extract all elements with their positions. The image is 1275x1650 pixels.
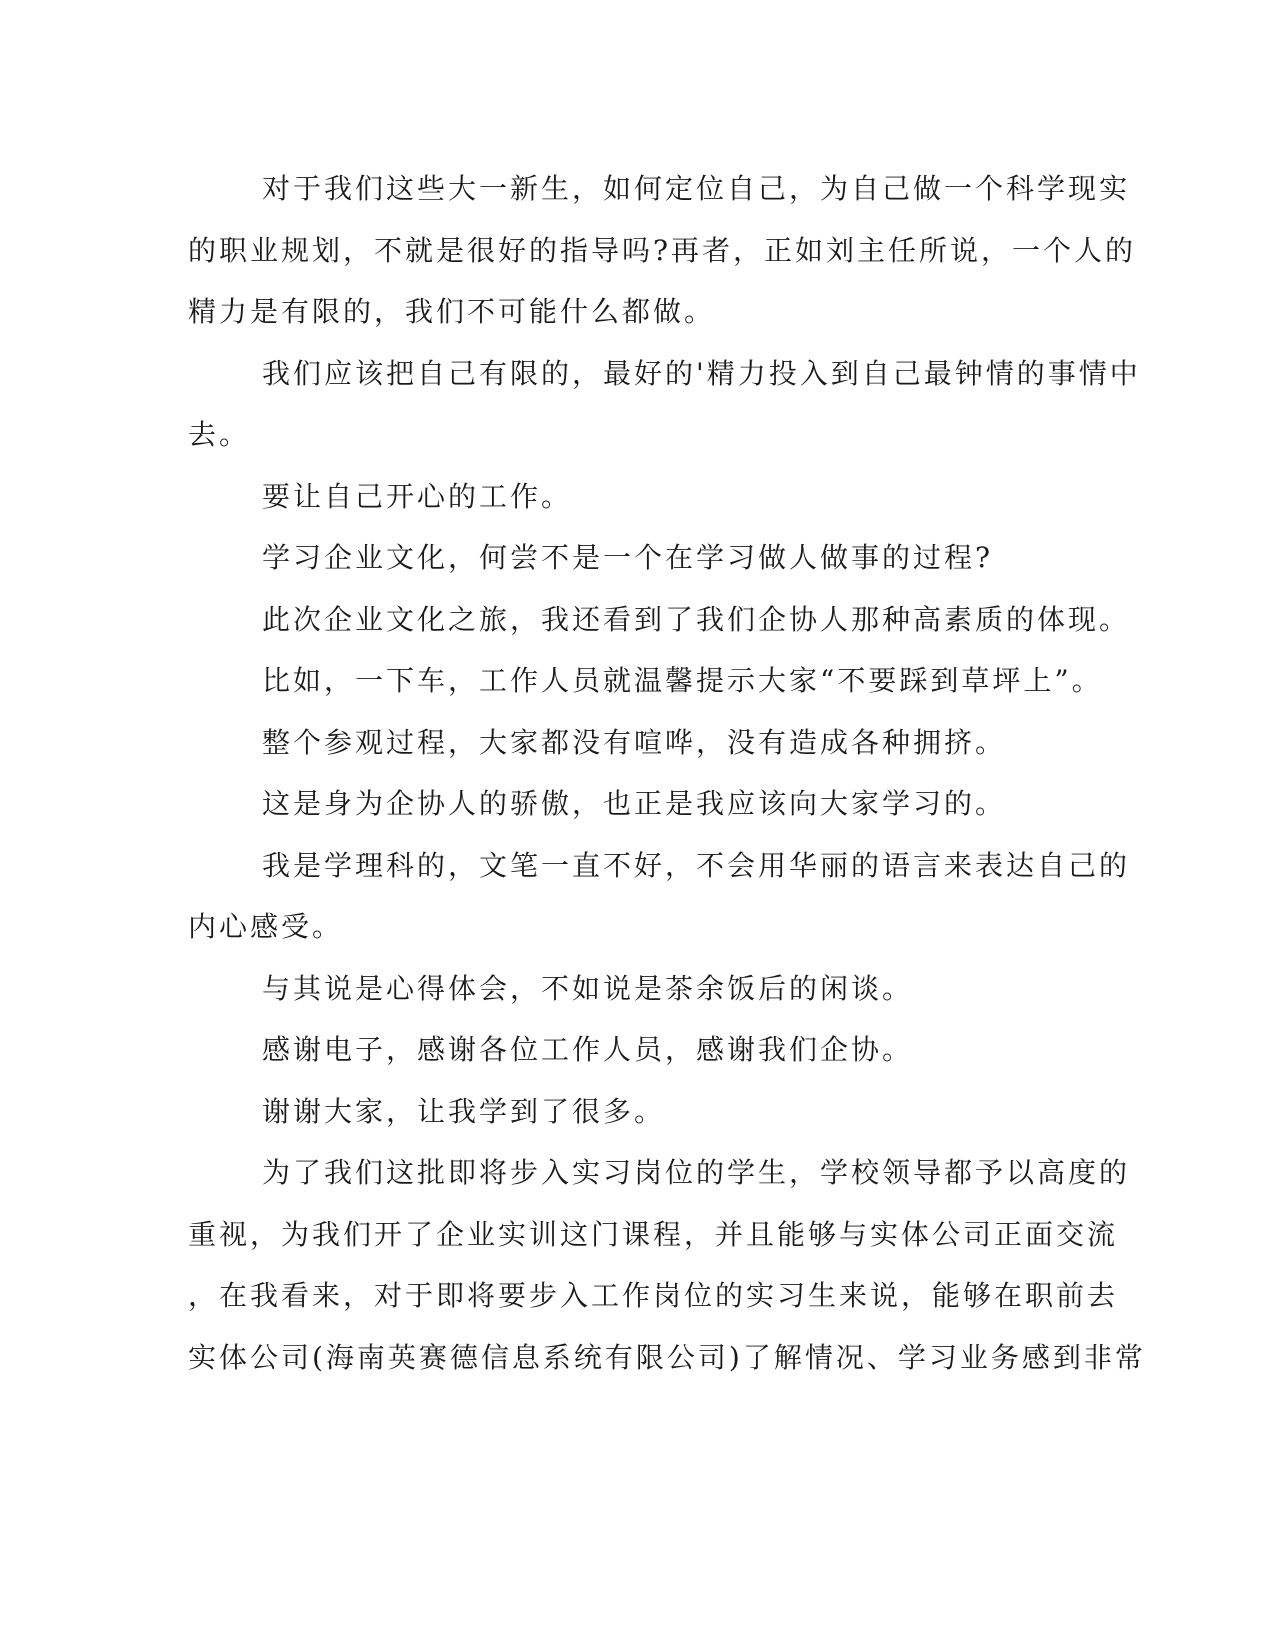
document-body — [188, 158, 1146, 1388]
text-line: 学习企业文化，何尝不是一个在学习做人做事的过程? — [262, 541, 994, 574]
text-line: 内心感受。 — [188, 910, 344, 943]
text-line: 与其说是心得体会，不如说是茶余饭后的闲谈。 — [262, 971, 914, 1005]
paragraph — [188, 158, 1137, 343]
text-line: 对于我们这些大一新生，如何定位自己，为自己做一个科学现实 — [262, 172, 1131, 205]
text-line: 要让自己开心的工作。 — [262, 479, 573, 513]
text-line: 实体公司(海南英赛德信息系统有限公司)了解情况、学习业务感到非常 — [188, 1340, 1146, 1374]
text-line: 这是身为企协人的骄傲，也正是我应该向大家学习的。 — [262, 787, 1007, 820]
paragraph — [188, 1081, 1048, 1143]
text-line: 谢谢大家，让我学到了很多。 — [262, 1094, 666, 1128]
text-line: 整个参观过程，大家都没有喧哗，没有造成各种拥挤。 — [262, 725, 1007, 759]
text-line: 去。 — [188, 418, 251, 451]
paragraph — [188, 712, 1048, 774]
text-line: 我们应该把自己有限的，最好的'精力投入到自己最钟情的事情中 — [262, 356, 1141, 390]
text-line: 我是学理科的，文笔一直不好，不会用华丽的语言来表达自己的 — [262, 848, 1131, 882]
text-line: 为了我们这批即将步入实习岗位的学生，学校领导都予以高度的 — [262, 1156, 1131, 1189]
paragraph — [188, 1019, 1048, 1081]
text-line: 的职业规划，不就是很好的指导吗?再者，正如刘主任所说，一个人的 — [188, 233, 1137, 267]
paragraph — [188, 1142, 1146, 1388]
text-line: 精力是有限的，我们不可能什么都做。 — [188, 295, 716, 328]
text-line: ，在我看来，对于即将要步入工作岗位的实习生来说，能够在职前去 — [188, 1279, 1119, 1312]
text-line: 比如，一下车，工作人员就温馨提示大家“不要踩到草坪上”。 — [262, 664, 1103, 697]
paragraph — [188, 343, 1141, 466]
paragraph — [188, 589, 1131, 651]
paragraph — [188, 773, 1048, 835]
text-line: 感谢电子，感谢各位工作人员，感谢我们企协。 — [262, 1033, 914, 1066]
paragraph — [188, 958, 1048, 1020]
paragraph — [188, 527, 1048, 589]
paragraph — [188, 650, 1103, 712]
paragraph — [188, 835, 1131, 958]
text-line: 此次企业文化之旅，我还看到了我们企协人那种高素质的体现。 — [262, 602, 1131, 636]
paragraph — [188, 466, 1048, 528]
text-line: 重视，为我们开了企业实训这门课程，并且能够与实体公司正面交流 — [188, 1217, 1119, 1251]
